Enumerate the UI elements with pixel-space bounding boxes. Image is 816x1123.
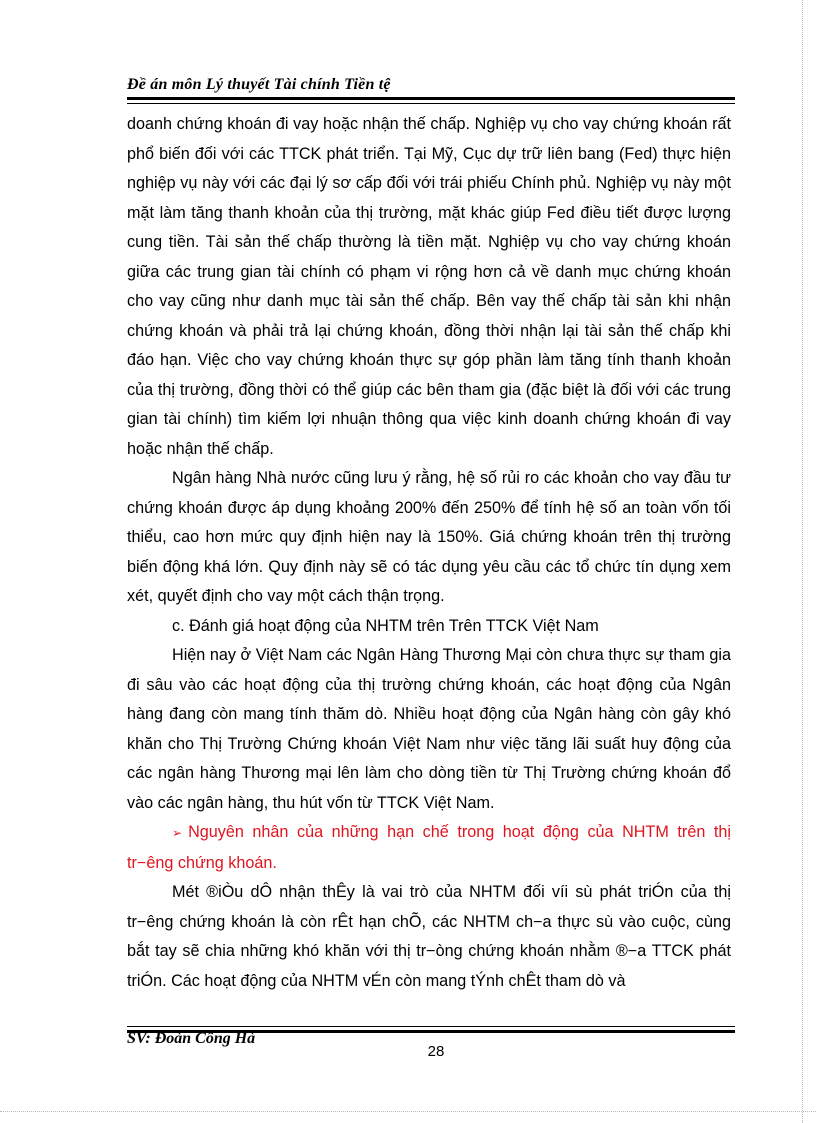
footer-student-name: SV: Đoàn Công Hà	[127, 1030, 256, 1047]
header-rule	[127, 97, 735, 104]
section-heading-c: c. Đánh giá hoạt động của NHTM trên Trên TTCK Việt Nam	[172, 616, 599, 635]
paragraph-causes: Mét ®iÒu dÔ nhận thÊy là vai trò của NHTM đối víi sù phát triÓn của thị tr−êng chứng khoán là còn rÊt hạn chÕ, các NHTM ch−a thực sù vào cuộc, cùng bắt tay sẽ chia những khó khăn với thị tr−òng chứng khoán nhằm ®−a TTCK phát triÓn. Các hoạt động của NHTM vÉn còn mang tÝnh chÊt tham dò và	[127, 883, 731, 990]
paragraph-state-bank: Ngân hàng Nhà nước cũng lưu ý rằng, hệ số rủi ro các khoản cho vay đầu tư chứng khoán được áp dụng khoảng 200% đến 250% để tính hệ số an toàn vốn tối thiểu, cao hơn mức quy định hiện nay là 150%. Giá chứng khoán trên thị trường biến động khá lớn. Quy định này sẽ có tác dụng yêu cầu các tổ chức tín dụng xem xét, quyết định cho vay một cách thận trọng.	[127, 469, 731, 605]
arrow-bullet-icon: ➢	[172, 826, 183, 840]
bullet-heading-causes	[127, 818, 731, 878]
paragraph-lending-continued: doanh chứng khoán đi vay hoặc nhận thế chấp. Nghiệp vụ cho vay chứng khoán rất phổ biến đối với các TTCK phát triển. Tại Mỹ, Cục dự trữ liên bang (Fed) thực hiện nghiệp vụ này với các đại lý sơ cấp đối với trái phiếu Chính phủ. Nghiệp vụ này một mặt làm tăng thanh khoản của thị trường, mặt khác giúp Fed điều tiết được lượng cung tiền. Tài sản thế chấp thường là tiền mặt. Nghiệp vụ cho vay chứng khoán giữa các trung gian tài chính có phạm vi rộng hơn cả về danh mục chứng khoán cho vay cũng như danh mục tài sản thế chấp. Bên vay thế chấp tài sản khi nhận chứng khoán và phải trả lại chứng khoán, đồng thời nhận lại tài sản thế chấp khi đáo hạn. Việc cho vay chứng khoán thực sự góp phần làm tăng tính thanh khoản của thị trường, đồng thời có thể giúp các bên tham gia (đặc biệt là đối với các trung gian tài chính) tìm kiếm lợi nhuận thông qua việc kinh doanh chứng khoán đi vay hoặc nhận thế chấp.	[127, 115, 731, 458]
paragraph-current-situation: Hiện nay ở Việt Nam các Ngân Hàng Thương Mại còn chưa thực sự tham gia đi sâu vào các hoạt động của thị trường chứng khoán, các hoạt động của Ngân hàng đang còn mang tính thăm dò. Nhiều hoạt động của Ngân hàng còn gây khó khăn cho Thị Trường Chứng khoán Việt Nam như việc tăng lãi suất huy động của các ngân hàng Thương mại lên làm cho dòng tiền từ Thị Trường chứng khoán đổ vào các ngân hàng, thu hút vốn từ TTCK Việt Nam.	[127, 646, 731, 812]
document-body	[127, 110, 731, 996]
page-edge-bottom	[0, 1111, 816, 1112]
bullet-heading-text: Nguyên nhân của những hạn chế trong hoạt động của NHTM trên thị tr−êng chứng khoán.	[127, 823, 731, 872]
page-edge-right	[802, 0, 803, 1123]
page-number: 28	[427, 1043, 445, 1060]
page-header-title: Đề án môn Lý thuyết Tài chính Tiền tệ	[127, 76, 391, 93]
